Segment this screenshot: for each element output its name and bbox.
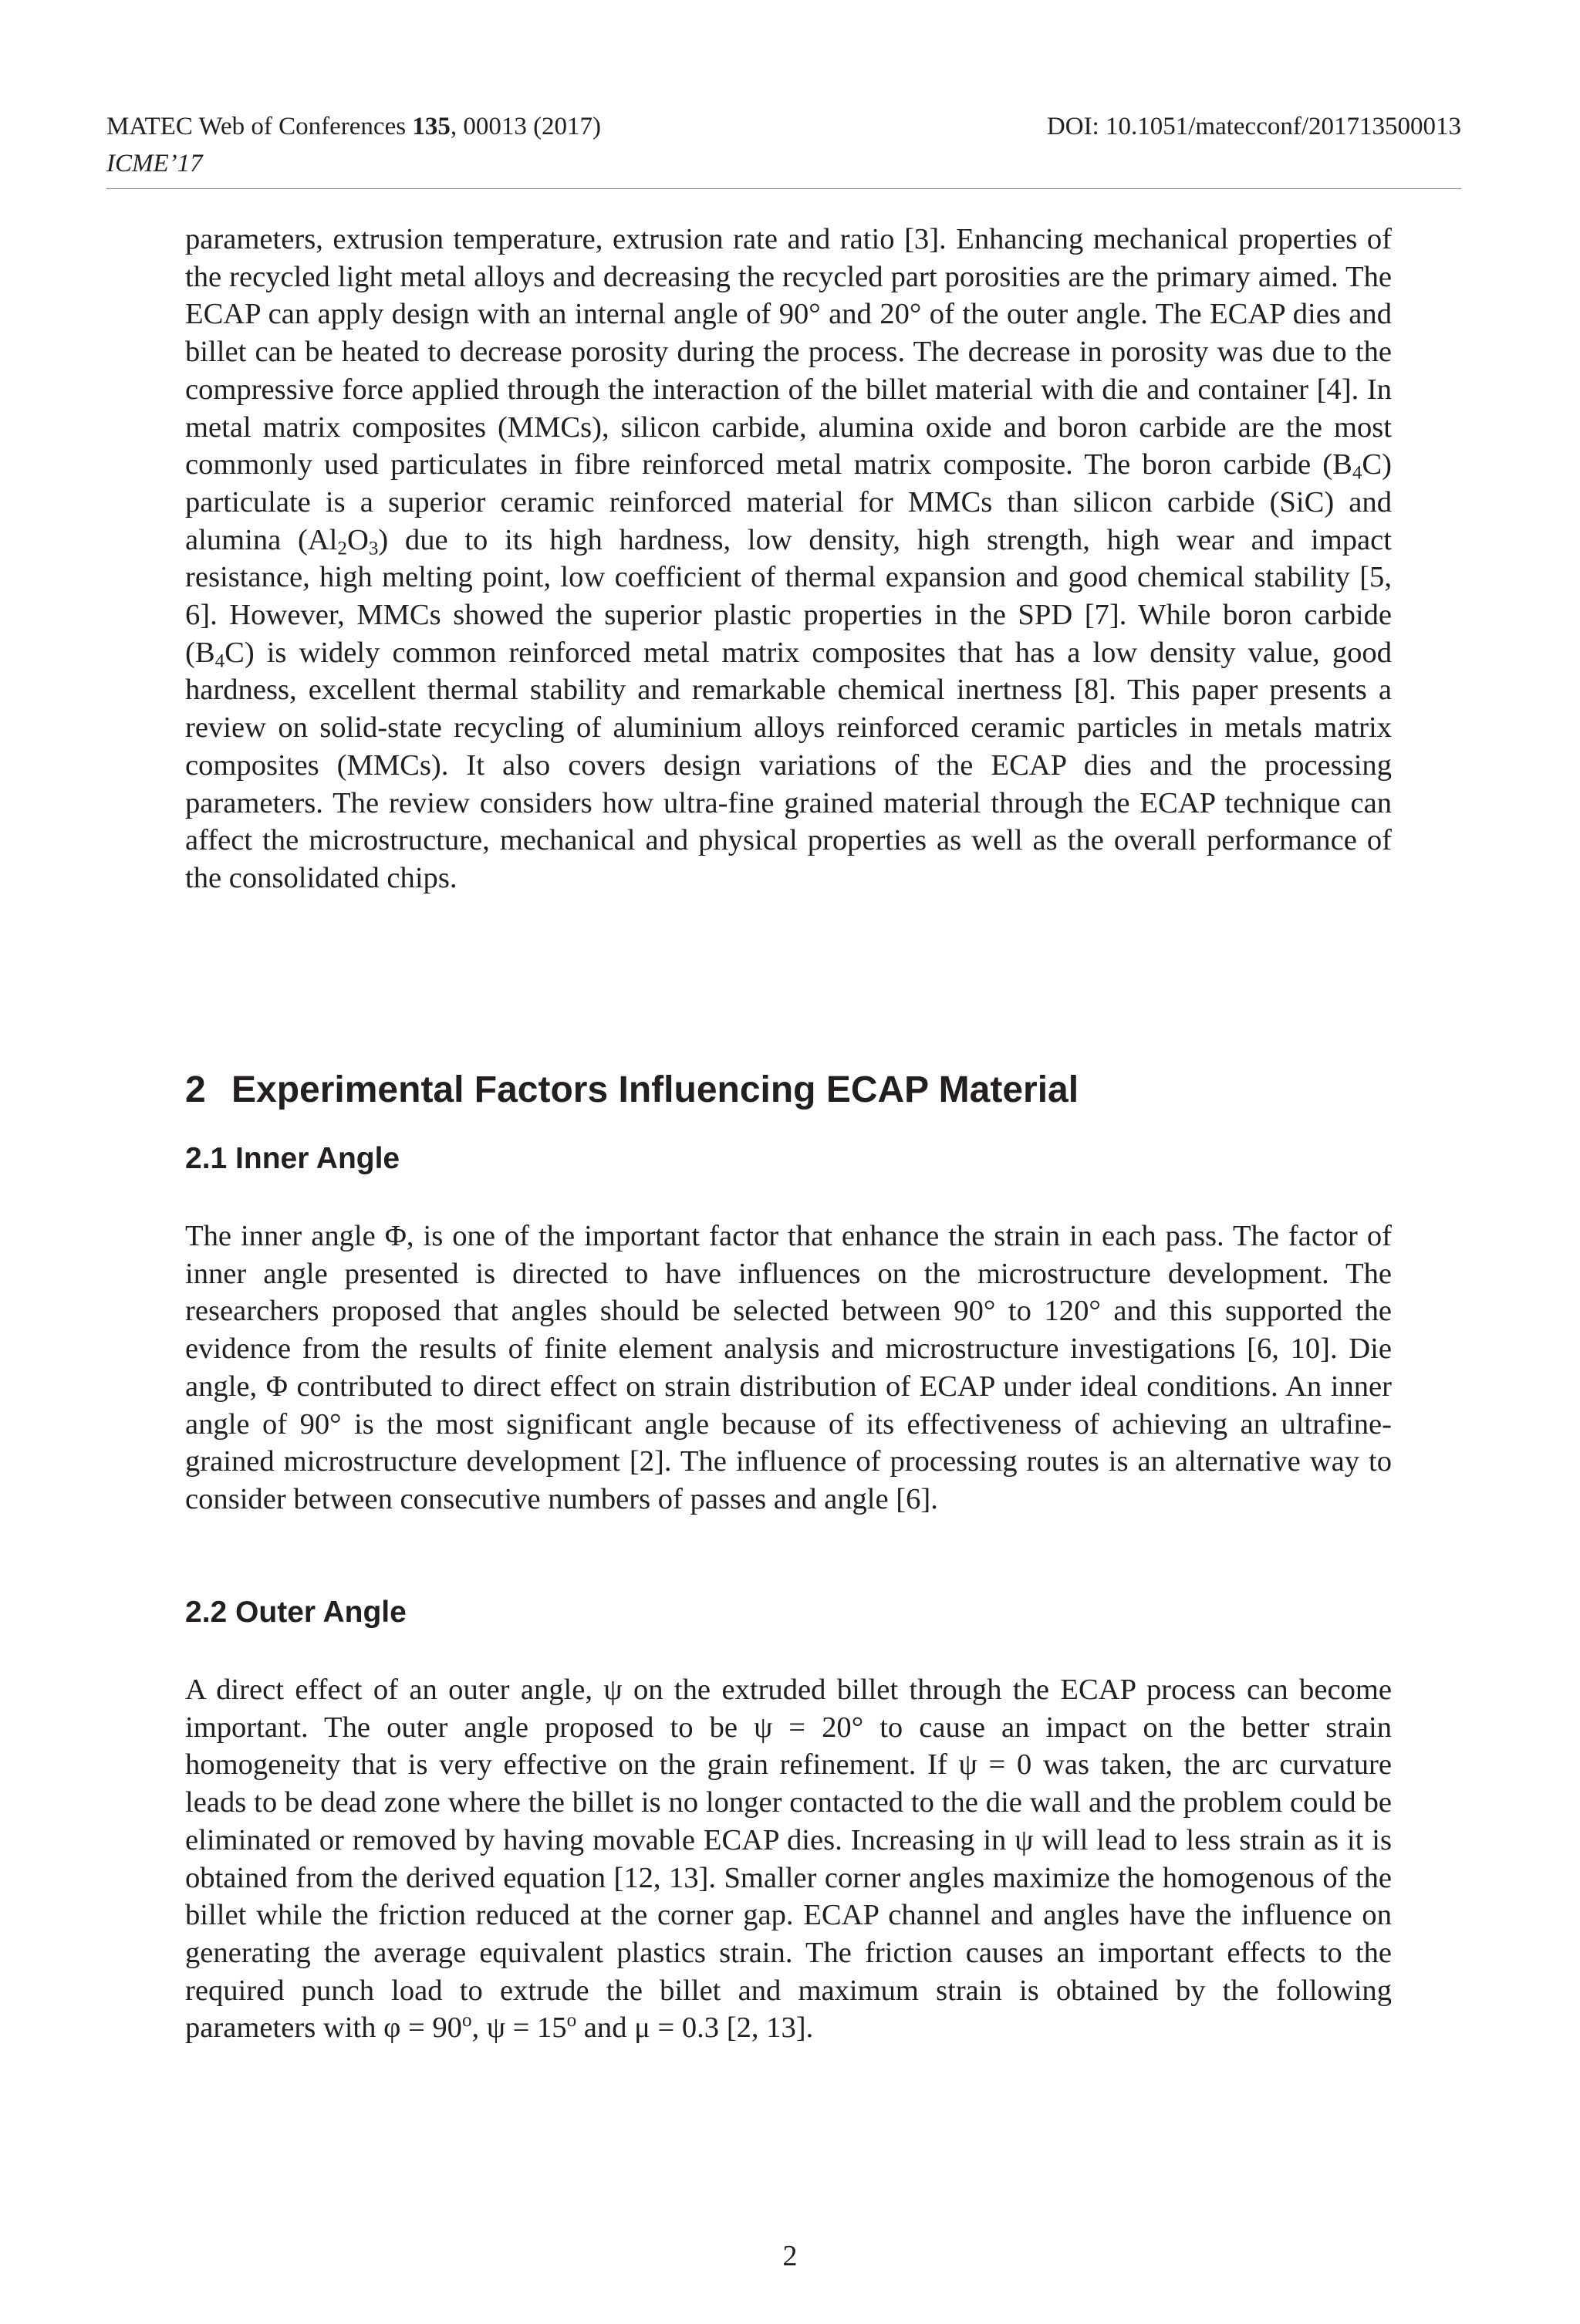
inner-angle-paragraph: The inner angle Φ, is one of the important factor that enhance the strain in each pass. The factor of inner angle presented is directed to have influences on the microstructure development. The researchers proposed that angles should be selected between 90° to 120° and this supported the evidence from the results of finite element analysis and microstructure investigations [6, 10]. Die angle, Φ contributed to direct effect on strain distribution of ECAP under ideal conditions. An inner angle of 90° is the most significant angle because of its effectiveness of achieving an ultrafine-grained microstructure development [2]. The influence of processing routes is an alternative way to consider between consecutive numbers of passes and angle [6].: [185, 1220, 1392, 1515]
header-left: [106, 108, 601, 182]
page-number: 2: [782, 2240, 798, 2272]
section-heading: [185, 1069, 1079, 1111]
subsection-heading-inner-angle: 2.1 Inner Angle: [185, 1142, 400, 1175]
volume-number: 135: [412, 113, 451, 140]
running-header: [106, 108, 1461, 189]
intro-block: [185, 221, 1392, 897]
section-number: 2: [185, 1069, 206, 1110]
doi: DOI: 10.1051/matecconf/201713500013: [1046, 113, 1461, 140]
outer-angle-paragraph: A direct effect of an outer angle, ψ on the extruded billet through the ECAP process can become important. The outer angle proposed to be ψ = 20° to cause an impact on the better strain homogeneity that is very effective on the grain refinement. If ψ = 0 was taken, the arc curvature leads to be dead zone where the billet is no longer contacted to the die wall and the problem could be eliminated or removed by having movable ECAP dies. Increasing in ψ will lead to less strain as it is obtained from the derived equation [12, 13]. Smaller corner angles maximize the homogenous of the billet while the friction reduced at the corner gap. ECAP channel and angles have the influence on generating the average equivalent plastics strain. The friction causes an important effects to the required punch load to extrude the billet and maximum strain is obtained by the following parameters with $\varphi = 90^o$, $\psi = 15^o$ and μ = 0.3 [2, 13].: [185, 1674, 1392, 2045]
section-title: Experimental Factors Influencing ECAP Material: [231, 1069, 1079, 1110]
conference-name: ICME’17: [106, 150, 203, 177]
subsection-heading-outer-angle: 2.2 Outer Angle: [185, 1596, 407, 1629]
intro-paragraph: parameters, extrusion temperature, extrusion rate and ratio [3]. Enhancing mechanical properties of the recycled light metal alloys and decreasing the recycled part porosities are the primary aimed. The ECAP can apply design with an internal angle of 90° and 20° of the outer angle. The ECAP dies and billet can be heated to decrease porosity during the process. The decrease in porosity was due to the compressive force applied through the interaction of the billet material with die and container [4]. In metal matrix composites (MMCs), silicon carbide, alumina oxide and boron carbide are the most commonly used particulates in fibre reinforced metal matrix composite. The boron carbide $(B_4C)$ particulate is a superior ceramic reinforced material for MMCs than silicon carbide (SiC) and alumina $(Al_2O_3)$ due to its high hardness, low density, high strength, high wear and impact resistance, high melting point, low coefficient of thermal expansion and good chemical stability [5, 6]. However, MMCs showed the superior plastic properties in the SPD [7]. While boron carbide $(B_4C)$ is widely common reinforced metal matrix composites that has a low density value, good hardness, excellent thermal stability and remarkable chemical inertness [8]. This paper presents a review on solid-state recycling of aluminium alloys reinforced ceramic particles in metals matrix composites (MMCs). It also covers design variations of the ECAP dies and the processing parameters. The review considers how ultra-fine grained material through the ECAP technique can affect the microstructure, mechanical and physical properties as well as the overall performance of the consolidated chips.: [185, 223, 1392, 894]
journal-name: MATEC Web of Conferences 135, 00013 (2017): [106, 113, 602, 140]
outer-angle-block: [185, 1671, 1392, 2047]
inner-angle-block: [185, 1218, 1392, 1518]
